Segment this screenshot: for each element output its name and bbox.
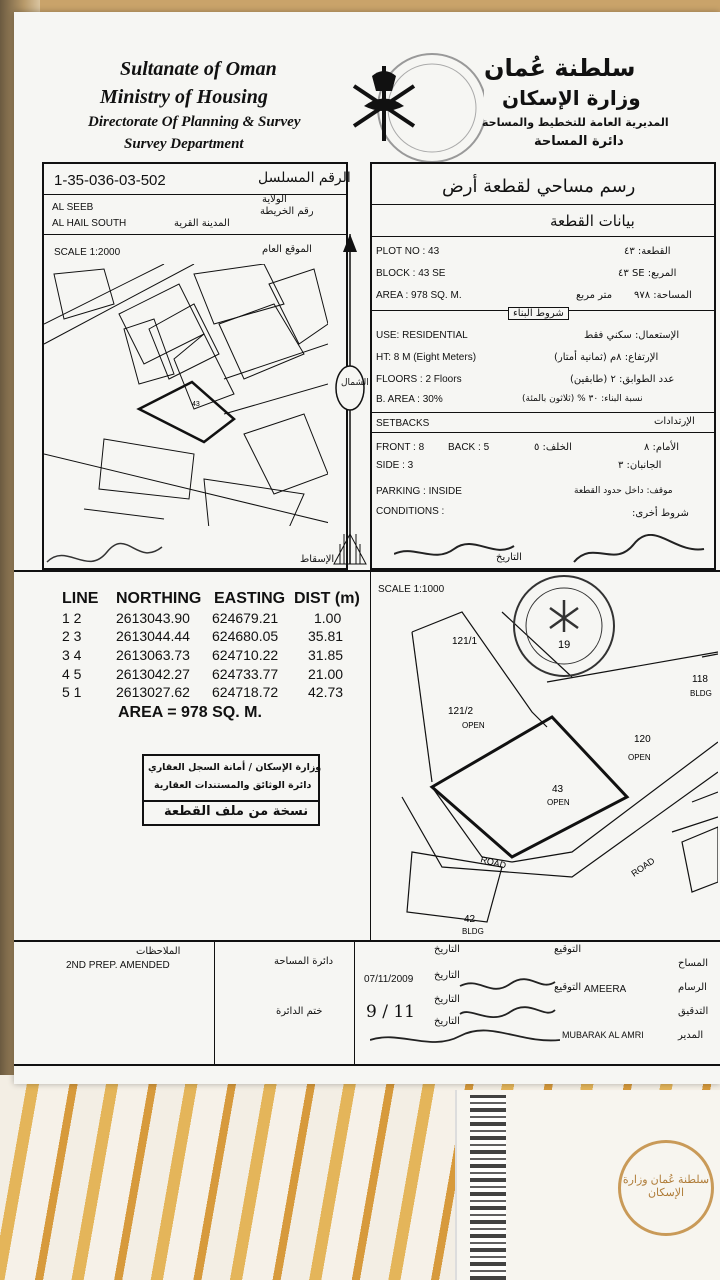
detail-map-scale: SCALE 1:1000 <box>378 584 445 595</box>
survey-title: رسم مساحي لقطعة أرض <box>442 176 636 197</box>
divider <box>370 570 371 942</box>
divider <box>354 940 355 1066</box>
second-document-border <box>470 1095 506 1280</box>
coords-row-northing: 2613027.62 <box>116 684 190 700</box>
header-en-line4: Survey Department <box>124 136 244 152</box>
detail-map-label: ROAD <box>479 854 508 871</box>
plot-number-ar: القطعة: ٤٣ <box>624 246 671 257</box>
detail-map-label: BLDG <box>690 689 712 698</box>
north-label: الشمال <box>341 378 369 388</box>
date-label: التاريخ <box>434 994 460 1005</box>
director-label: المدير <box>678 1030 704 1041</box>
date-label-ar: التاريخ <box>496 552 522 563</box>
coords-row-dist: 1.00 <box>314 610 342 626</box>
coords-row-northing: 2613044.44 <box>116 628 190 644</box>
coords-row-easting: 624679.21 <box>212 610 279 626</box>
footer-signatures <box>370 970 560 1060</box>
surveyor-label: المساح <box>678 958 709 969</box>
divider <box>42 234 348 235</box>
notes-value: 2ND PREP. AMENDED <box>66 960 170 971</box>
handwritten-date: 9 / 11 <box>366 1002 415 1022</box>
checker-label: التدقيق <box>678 1006 709 1017</box>
coords-row-dist: 21.00 <box>308 666 344 682</box>
divider <box>214 940 215 1066</box>
coords-row-dist: 35.81 <box>308 628 344 644</box>
coords-row-line: 2 3 <box>62 628 82 644</box>
setbacks-label-ar: الإرتدادات <box>654 416 695 427</box>
registry-stamp-line3: نسخة من ملف القطعة <box>164 804 309 819</box>
registry-stamp <box>142 754 320 826</box>
coords-row-easting: 624733.77 <box>212 666 279 682</box>
coords-row-northing: 2613063.73 <box>116 647 190 663</box>
area-unit-ar: متر مربع <box>576 290 613 301</box>
divider <box>370 412 716 413</box>
header-ar-line2: وزارة الإسكان <box>502 86 641 110</box>
header-en-line3: Directorate Of Planning & Survey <box>88 114 301 130</box>
signature-label: التوقيع <box>554 944 582 955</box>
coords-header-dist: DIST (m) <box>294 590 360 607</box>
divider <box>370 236 716 237</box>
parking: PARKING : INSIDE <box>376 486 462 497</box>
side-setback-ar: الجانبان: ٣ <box>618 460 662 471</box>
coords-row-northing: 2613043.90 <box>116 610 190 626</box>
coords-row-line: 1 2 <box>62 610 82 626</box>
location-label: الموقع العام <box>262 244 312 255</box>
signature-label: التوقيع <box>554 982 582 993</box>
setbacks-label: SETBACKS <box>376 418 430 429</box>
location-map-plot-label: 43 <box>192 401 200 408</box>
coords-row-line: 3 4 <box>62 647 82 663</box>
coords-row-easting: 624710.22 <box>212 647 279 663</box>
detail-map-label: 120 <box>634 734 651 745</box>
block-number-ar: المربع: SE ٤٣ <box>618 268 677 279</box>
coords-row-dist: 42.73 <box>308 684 344 700</box>
divider <box>42 194 348 195</box>
detail-map-label: BLDG <box>462 927 484 936</box>
coords-row-line: 5 1 <box>62 684 82 700</box>
plot-data-label: بيانات القطعة <box>550 212 635 230</box>
second-document-stamp <box>618 1140 714 1236</box>
conditions-ar: شروط أخرى: <box>632 508 689 519</box>
floors-ar: عدد الطوابق: ٢ (طابقين) <box>570 374 675 385</box>
registry-stamp-line2: دائرة الوثائق والمستندات العقارية <box>154 780 312 791</box>
director-name: MUBARAK AL AMRI <box>562 1030 644 1040</box>
north-arrow-icon <box>330 234 370 569</box>
header-ar-line3: المديرية العامة للتخطيط والمساحة <box>482 116 669 129</box>
coords-row-easting: 624718.72 <box>212 684 279 700</box>
drawer-name: AMEERA <box>584 984 627 995</box>
survey-dept-label: دائرة المساحة <box>274 956 334 967</box>
block-number: BLOCK : 43 SE <box>376 268 446 279</box>
detail-map-label: OPEN <box>462 721 485 730</box>
signature-top <box>394 534 714 574</box>
height-ar: الإرتفاع: ٨م (ثمانية أمتار) <box>554 352 659 363</box>
coords-row-dist: 31.85 <box>308 647 344 663</box>
header-ar-line4: دائرة المساحة <box>534 134 624 149</box>
notes-label: الملاحظات <box>136 946 181 957</box>
projection-label: الإسقاط <box>300 554 335 565</box>
detail-map-label: 121/1 <box>452 636 478 647</box>
back-setback-ar: الخلف: ٥ <box>534 442 572 453</box>
coords-row-line: 4 5 <box>62 666 82 682</box>
coords-header-northing: NORTHING <box>116 590 202 607</box>
coords-header-line: LINE <box>62 590 99 607</box>
conditions: CONDITIONS : <box>376 506 445 517</box>
land-use-ar: الإستعمال: سكني فقط <box>584 330 680 341</box>
serial-number: 1-35-036-03-502 <box>54 172 166 189</box>
dept-seal-label: ختم الدائرة <box>276 1006 323 1017</box>
building-area: B. AREA : 30% <box>376 394 443 405</box>
height: HT: 8 M (Eight Meters) <box>376 352 477 363</box>
header-en-line2: Ministry of Housing <box>100 86 268 108</box>
divider <box>370 432 716 433</box>
detail-map-label: 43 <box>552 784 564 795</box>
front-setback-ar: الأمام: ٨ <box>644 442 679 453</box>
footer-date: 07/11/2009 <box>364 974 414 985</box>
detail-map-label: OPEN <box>628 753 651 762</box>
drawing-label: الرسام <box>678 982 707 993</box>
location-map <box>44 264 328 526</box>
map-number-label: رقم الخريطة <box>260 206 314 217</box>
front-setback: FRONT : 8 <box>376 442 425 453</box>
land-use: USE: RESIDENTIAL <box>376 330 468 341</box>
town-label: المدينة القرية <box>174 218 230 229</box>
detail-map-label: 42 <box>464 914 476 925</box>
coords-header-easting: EASTING <box>214 590 286 607</box>
floors: FLOORS : 2 Floors <box>376 374 462 385</box>
date-label: التاريخ <box>434 944 460 955</box>
detail-map-label: OPEN <box>547 798 570 807</box>
wilayat-value: AL SEEB <box>52 202 94 213</box>
wilayat-label: الولاية <box>262 194 287 205</box>
location-scale: SCALE 1:2000 <box>54 247 121 258</box>
detail-map-label: ROAD <box>629 855 657 879</box>
detail-map-label: 118 <box>692 674 708 685</box>
header-ar-line1: سلطنة عُمان <box>484 54 636 82</box>
divider <box>370 204 716 205</box>
second-document-stamp-text: سلطنة عُمان وزارة الإسكان <box>622 1174 710 1199</box>
plot-area-ar: المساحة: ٩٧٨ <box>634 290 692 301</box>
date-label: التاريخ <box>434 970 460 981</box>
date-label: التاريخ <box>434 1016 460 1027</box>
plot-number: PLOT NO : 43 <box>376 246 440 257</box>
back-setback: BACK : 5 <box>448 442 490 453</box>
coords-row-northing: 2613042.27 <box>116 666 190 682</box>
header-en-line1: Sultanate of Oman <box>120 58 277 80</box>
oman-emblem-icon <box>334 46 484 166</box>
registry-stamp-line1: وزارة الإسكان / أمانة السجل العقاري <box>148 762 322 773</box>
stamp-number: 19 <box>558 639 571 651</box>
survey-sheet <box>14 12 720 1084</box>
side-setback: SIDE : 3 <box>376 460 414 471</box>
building-conditions-label: شروط البناء <box>508 307 569 320</box>
coords-area: AREA = 978 SQ. M. <box>118 704 262 721</box>
town-value: AL HAIL SOUTH <box>52 218 127 229</box>
serial-label: الرقم المسلسل <box>258 170 351 186</box>
coords-row-easting: 624680.05 <box>212 628 279 644</box>
official-round-stamp <box>502 572 626 678</box>
detail-map-label: 121/2 <box>448 706 474 717</box>
plot-area: AREA : 978 SQ. M. <box>376 290 462 301</box>
building-area-ar: نسبة البناء: ٣٠ % (ثلاثون بالمئة) <box>522 394 643 404</box>
parking-ar: موقف: داخل حدود القطعة <box>574 486 673 496</box>
